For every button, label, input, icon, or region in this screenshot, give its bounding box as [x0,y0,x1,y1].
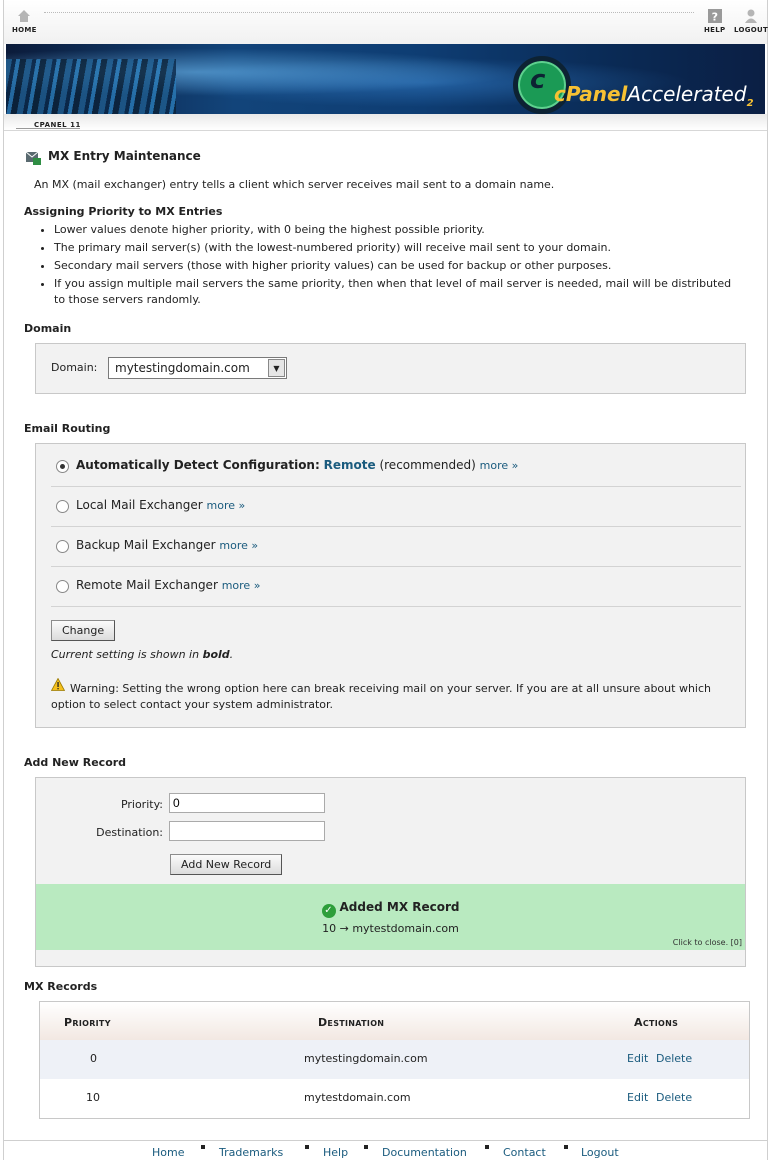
page-title: MX Entry Maintenance [48,149,201,163]
network-cables-image [6,59,176,114]
logout-nav[interactable] [734,8,768,34]
footer-link-help[interactable]: Help [323,1146,349,1159]
add-record-panel [35,777,746,967]
destination-cell: mytestingdomain.com [304,1052,428,1065]
list-item: • Lower values denote higher priority, with 0 being the highest possible priority. [54,221,734,239]
edit-link[interactable]: Edit [627,1091,649,1104]
success-title: Added MX Record [339,900,460,914]
email-routing-panel [35,443,746,728]
auto-detect-radio[interactable] [56,460,69,473]
cpanel-logo: c [513,56,571,114]
more-link[interactable]: more » [221,579,261,592]
success-detail: 10 → mytestdomain.com [322,922,459,935]
top-divider [44,12,694,13]
home-icon [16,8,32,24]
priority-list [24,221,734,308]
email-routing-heading: Email Routing [24,422,111,435]
remote-mail-radio[interactable] [56,580,69,593]
column-header-priority: Priority [64,1016,111,1029]
destination-input[interactable] [169,821,325,841]
column-header-destination: Destination [318,1016,385,1029]
change-button[interactable]: Change [51,620,115,641]
footer-link-documentation[interactable]: Documentation [382,1146,467,1159]
breadcrumb-bar [4,114,767,131]
close-message-link[interactable]: Click to close. [0] [672,938,742,947]
remote-mail-label: Remote Mail Exchanger [76,578,218,592]
routing-option-backup[interactable] [51,526,741,567]
success-message[interactable] [36,884,745,950]
backup-mail-radio[interactable] [56,540,69,553]
mx-records-heading: MX Records [24,980,98,993]
help-nav[interactable] [704,8,725,34]
edit-link[interactable]: Edit [627,1052,649,1065]
column-header-actions: Actions [634,1016,679,1029]
page-frame [3,0,768,1160]
footer-link-contact[interactable]: Contact [503,1146,546,1159]
domain-heading: Domain [24,322,72,335]
routing-option-local[interactable] [51,486,741,527]
top-bar [4,0,767,44]
mx-entry-icon [24,148,42,166]
priority-heading: Assigning Priority to MX Entries [24,205,223,218]
help-icon [707,8,723,24]
priority-cell: 10 [86,1091,100,1104]
warning-text: Warning: Setting the wrong option here can break receiving mail on your server. If you are at all unsure about which option to select contact your system administrator. [51,682,711,711]
local-mail-radio[interactable] [56,500,69,513]
table-row [40,1079,749,1118]
user-icon [743,8,759,24]
current-setting-note: Current setting is shown in bold. [51,648,234,661]
add-record-heading: Add New Record [24,756,127,769]
footer-link-logout[interactable]: Logout [581,1146,619,1159]
routing-option-remote[interactable] [51,566,741,607]
list-item: • If you assign multiple mail servers the same priority, then when that level of mail server is needed, mail will be distributed to those servers randomly. [54,275,734,308]
home-label: HOME [12,26,37,34]
help-label: HELP [704,26,726,34]
cpanel-banner [6,44,765,114]
footer-link-home[interactable]: Home [152,1146,185,1159]
remote-value: Remote [323,458,376,472]
routing-option-auto[interactable] [51,446,741,487]
logout-label: LOGOUT [734,26,769,34]
priority-cell: 0 [90,1052,97,1065]
priority-input[interactable] [169,793,325,813]
destination-cell: mytestdomain.com [304,1091,411,1104]
domain-select[interactable] [108,357,287,379]
domain-panel [35,343,746,394]
list-item: • Secondary mail servers (those with higher priority values) can be used for backup or other purposes. [54,257,734,275]
priority-label: Priority: [120,798,163,811]
footer [4,1140,767,1161]
recommended-label: (recommended) [379,458,476,472]
add-new-record-button[interactable]: Add New Record [170,854,282,875]
more-link[interactable]: more » [219,539,259,552]
home-nav[interactable] [12,8,37,34]
check-icon: ✓ [322,904,336,918]
domain-select-value: mytestingdomain.com [115,361,250,375]
auto-detect-label: Automatically Detect Configuration: [76,458,320,472]
delete-link[interactable]: Delete [656,1052,693,1065]
table-header [40,1002,749,1041]
backup-mail-label: Backup Mail Exchanger [76,538,216,552]
mx-records-table [39,1001,750,1119]
delete-link[interactable]: Delete [656,1091,693,1104]
local-mail-label: Local Mail Exchanger [76,498,203,512]
domain-label: Domain: [51,361,98,374]
table-row [40,1040,749,1079]
footer-link-trademarks[interactable]: Trademarks [219,1146,284,1159]
svg-text:?: ? [711,10,719,24]
chevron-down-icon[interactable]: ▼ [268,359,285,377]
more-link[interactable]: more » [479,459,519,472]
destination-label: Destination: [96,826,163,839]
cpanel-version-label: CPANEL 11 [34,121,81,129]
more-link[interactable]: more » [206,499,246,512]
intro-text: An MX (mail exchanger) entry tells a client which server receives mail sent to a domain name. [34,178,555,191]
list-item: • The primary mail server(s) (with the lowest-numbered priority) will receive mail sent to your domain. [54,239,734,257]
brand-text: cPanelAccelerated$_2$ [554,82,754,109]
